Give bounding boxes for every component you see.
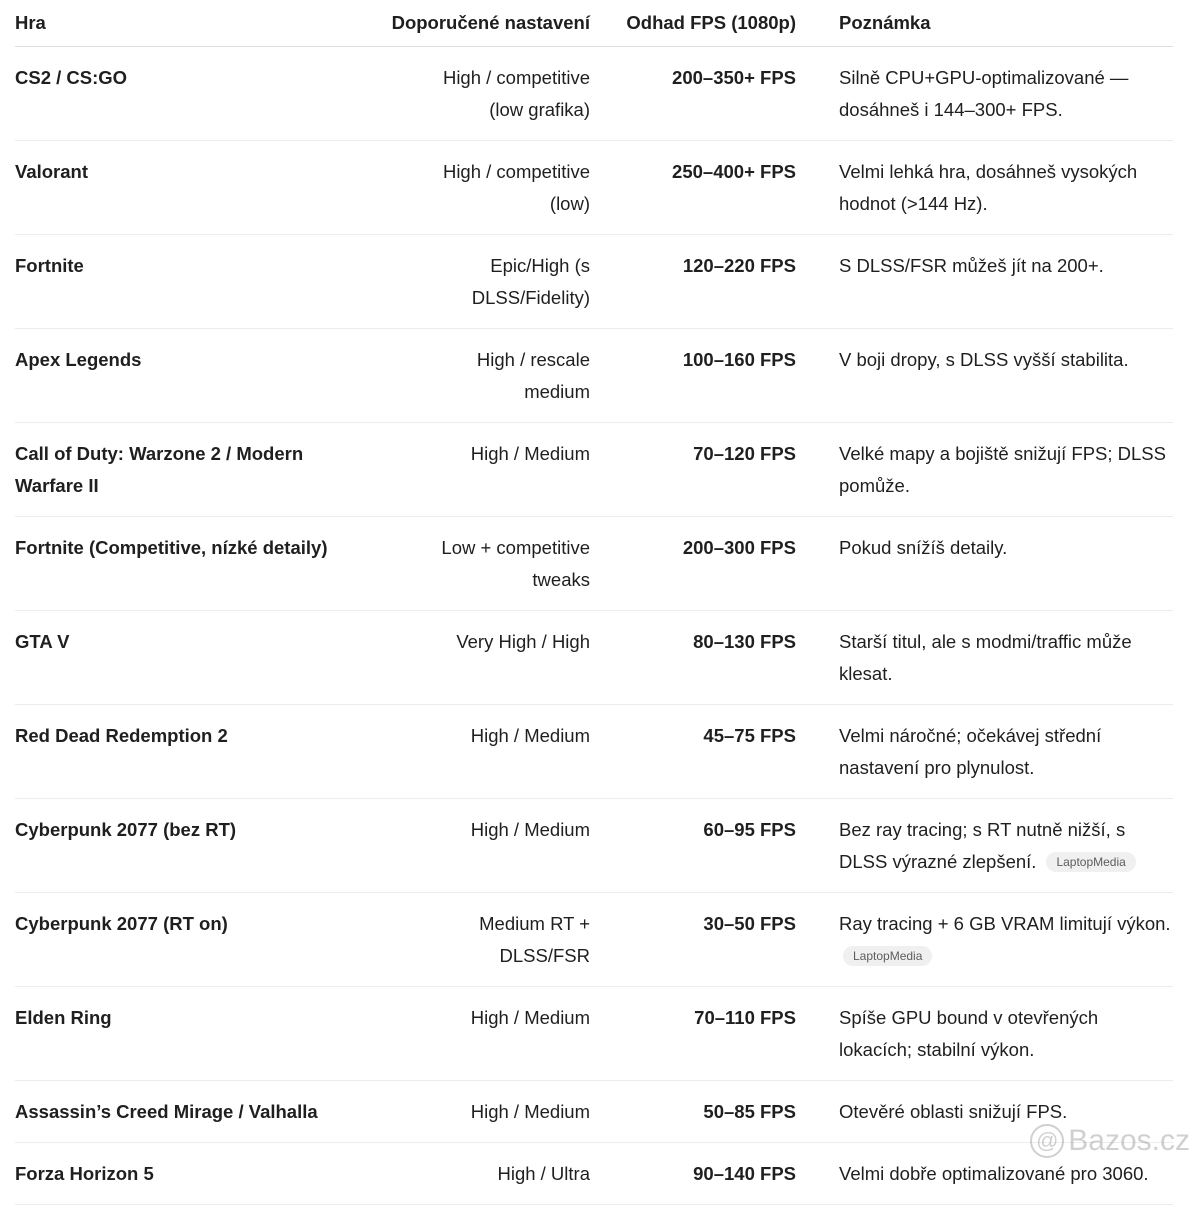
game-text: Call of Duty: Warzone 2 / Modern Warfare II <box>15 443 304 496</box>
fps-cell <box>590 235 796 329</box>
game-text: Elden Ring <box>15 1007 112 1028</box>
fps-table <box>15 0 1173 1205</box>
game-text: Apex Legends <box>15 349 142 370</box>
game-cell <box>15 893 367 987</box>
game-cell <box>15 611 367 705</box>
note-text: Velmi lehká hra, dosáhneš vysokých hodnot (>144 Hz). <box>839 161 1138 214</box>
game-cell <box>15 1081 367 1143</box>
fps-cell <box>590 423 796 517</box>
note-text: S DLSS/FSR můžeš jít na 200+. <box>839 255 1104 276</box>
header-settings: Doporučené nastavení <box>367 0 590 47</box>
game-cell <box>15 705 367 799</box>
game-text: GTA V <box>15 631 70 652</box>
fps-text: 70–120 FPS <box>693 443 796 464</box>
fps-cell <box>590 517 796 611</box>
game-cell <box>15 329 367 423</box>
table-row <box>15 47 1173 141</box>
settings-cell <box>367 1143 590 1205</box>
note-cell <box>796 235 1173 329</box>
fps-text: 250–400+ FPS <box>672 161 796 182</box>
fps-cell <box>590 799 796 893</box>
fps-text: 90–140 FPS <box>693 1163 796 1184</box>
settings-text: High / Medium <box>470 1007 590 1028</box>
fps-cell <box>590 1143 796 1205</box>
note-text: Velmi dobře optimalizované pro 3060. <box>839 1163 1149 1184</box>
note-text: Silně CPU+GPU-optimalizované — dosáhneš i 144–300+ FPS. <box>839 67 1129 120</box>
table-row <box>15 517 1173 611</box>
table-row <box>15 423 1173 517</box>
note-cell <box>796 611 1173 705</box>
table-row <box>15 705 1173 799</box>
table-row <box>15 799 1173 893</box>
fps-cell <box>590 141 796 235</box>
fps-cell <box>590 47 796 141</box>
table-row <box>15 987 1173 1081</box>
settings-text: Epic/High (s DLSS/Fidelity) <box>471 255 590 308</box>
fps-cell <box>590 705 796 799</box>
settings-text: High / Medium <box>470 443 590 464</box>
settings-cell <box>367 705 590 799</box>
settings-text: High / Medium <box>470 819 590 840</box>
game-cell <box>15 799 367 893</box>
table-row <box>15 611 1173 705</box>
fps-text: 200–300 FPS <box>682 537 796 558</box>
at-icon: @ <box>1030 1124 1064 1158</box>
note-text: Velké mapy a bojiště snižují FPS; DLSS pomůže. <box>839 443 1166 496</box>
note-text: Starší titul, ale s modmi/traffic může klesat. <box>839 631 1132 684</box>
note-text: Velmi náročné; očekávej střední nastavení pro plynulost. <box>839 725 1102 778</box>
settings-cell <box>367 799 590 893</box>
note-cell <box>796 47 1173 141</box>
fps-text: 30–50 FPS <box>703 913 796 934</box>
note-cell <box>796 1081 1173 1143</box>
fps-text: 50–85 FPS <box>703 1101 796 1122</box>
game-cell <box>15 987 367 1081</box>
game-text: Assassin’s Creed Mirage / Valhalla <box>15 1101 318 1122</box>
settings-text: High / competitive (low) <box>442 161 590 214</box>
game-text: Cyberpunk 2077 (RT on) <box>15 913 228 934</box>
game-cell <box>15 1143 367 1205</box>
header-game: Hra <box>15 0 367 47</box>
source-badge[interactable]: LaptopMedia <box>843 946 932 966</box>
table-row <box>15 1143 1173 1205</box>
game-cell <box>15 141 367 235</box>
settings-cell <box>367 611 590 705</box>
note-cell <box>796 423 1173 517</box>
table-row <box>15 141 1173 235</box>
note-cell <box>796 799 1173 893</box>
settings-cell <box>367 1081 590 1143</box>
settings-cell <box>367 517 590 611</box>
settings-cell <box>367 141 590 235</box>
note-cell <box>796 517 1173 611</box>
game-text: Valorant <box>15 161 88 182</box>
source-badge[interactable]: LaptopMedia <box>1046 852 1135 872</box>
fps-text: 80–130 FPS <box>693 631 796 652</box>
settings-text: Medium RT + DLSS/FSR <box>479 913 590 966</box>
game-cell <box>15 423 367 517</box>
fps-text: 60–95 FPS <box>703 819 796 840</box>
settings-text: High / Ultra <box>497 1163 590 1184</box>
note-text: Ray tracing + 6 GB VRAM limitují výkon. <box>839 913 1171 934</box>
note-cell <box>796 705 1173 799</box>
fps-text: 70–110 FPS <box>694 1007 796 1028</box>
settings-cell <box>367 423 590 517</box>
note-text: Spíše GPU bound v otevřených lokacích; stabilní výkon. <box>839 1007 1099 1060</box>
settings-text: Very High / High <box>456 631 590 652</box>
table-row <box>15 329 1173 423</box>
table-header-row <box>15 0 1173 47</box>
settings-cell <box>367 47 590 141</box>
fps-text: 100–160 FPS <box>682 349 796 370</box>
fps-cell <box>590 611 796 705</box>
settings-text: High / rescale medium <box>476 349 590 402</box>
game-cell <box>15 235 367 329</box>
fps-text: 120–220 FPS <box>682 255 796 276</box>
fps-text: 45–75 FPS <box>703 725 796 746</box>
note-cell <box>796 987 1173 1081</box>
fps-cell <box>590 893 796 987</box>
settings-cell <box>367 235 590 329</box>
table-row <box>15 893 1173 987</box>
note-text: Otevěré oblasti snižují FPS. <box>839 1101 1068 1122</box>
header-note: Poznámka <box>796 0 1173 47</box>
note-text: Bez ray tracing; s RT nutně nižší, s DLSS výrazné zlepšení. <box>839 819 1126 872</box>
game-text: Fortnite (Competitive, nízké detaily) <box>15 537 328 558</box>
game-cell <box>15 517 367 611</box>
settings-text: High / Medium <box>470 725 590 746</box>
settings-text: Low + competitive tweaks <box>441 537 590 590</box>
settings-cell <box>367 987 590 1081</box>
game-text: Cyberpunk 2077 (bez RT) <box>15 819 237 840</box>
note-cell <box>796 329 1173 423</box>
header-fps: Odhad FPS (1080p) <box>590 0 796 47</box>
note-text: Pokud snížíš detaily. <box>839 537 1008 558</box>
note-cell <box>796 1143 1173 1205</box>
game-text: Red Dead Redemption 2 <box>15 725 228 746</box>
game-text: Forza Horizon 5 <box>15 1163 154 1184</box>
game-text: CS2 / CS:GO <box>15 67 128 88</box>
fps-cell <box>590 329 796 423</box>
game-cell <box>15 47 367 141</box>
note-cell <box>796 893 1173 987</box>
table-row <box>15 235 1173 329</box>
note-cell <box>796 141 1173 235</box>
table-row <box>15 1081 1173 1143</box>
settings-cell <box>367 329 590 423</box>
game-text: Fortnite <box>15 255 84 276</box>
fps-cell <box>590 987 796 1081</box>
settings-text: High / competitive (low grafika) <box>442 67 590 120</box>
settings-cell <box>367 893 590 987</box>
fps-cell <box>590 1081 796 1143</box>
note-text: V boji dropy, s DLSS vyšší stabilita. <box>839 349 1129 370</box>
watermark-text: Bazos.cz <box>1068 1124 1190 1157</box>
fps-text: 200–350+ FPS <box>672 67 796 88</box>
settings-text: High / Medium <box>470 1101 590 1122</box>
